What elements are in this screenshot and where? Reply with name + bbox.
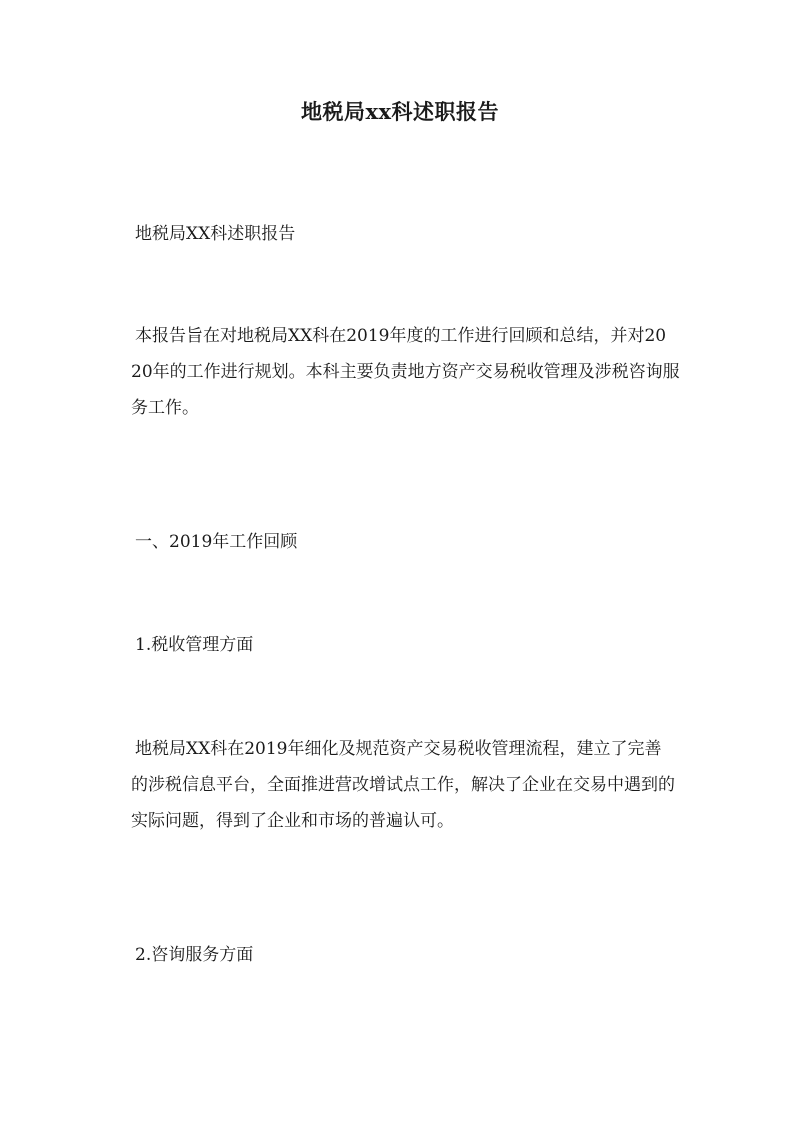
intro-line-3: 务工作。 [131, 398, 199, 418]
tax-line-1: 地税局XX科在2019年细化及规范资产交易税收管理流程，建立了完善 [135, 739, 662, 759]
item-heading-tax-management: 1.税收管理方面 [135, 635, 254, 655]
tax-line-3: 实际问题，得到了企业和市场的普遍认可。 [131, 811, 454, 831]
item-heading-consulting: 2.咨询服务方面 [135, 945, 254, 965]
intro-paragraph [131, 318, 700, 426]
tax-line-2: 的涉税信息平台，全面推进营改增试点工作，解决了企业在交易中遇到的 [131, 775, 675, 795]
intro-line-1: 本报告旨在对地税局XX科在2019年度的工作进行回顾和总结，并对20 [135, 326, 667, 346]
intro-line-2: 20年的工作进行规划。本科主要负责地方资产交易税收管理及涉税咨询服 [131, 362, 680, 382]
tax-management-paragraph [131, 731, 700, 839]
document-subtitle: 地税局XX科述职报告 [135, 224, 296, 244]
document-title: 地税局xx科述职报告 [300, 99, 500, 124]
section-heading-review: 一、2019年工作回顾 [135, 532, 298, 552]
